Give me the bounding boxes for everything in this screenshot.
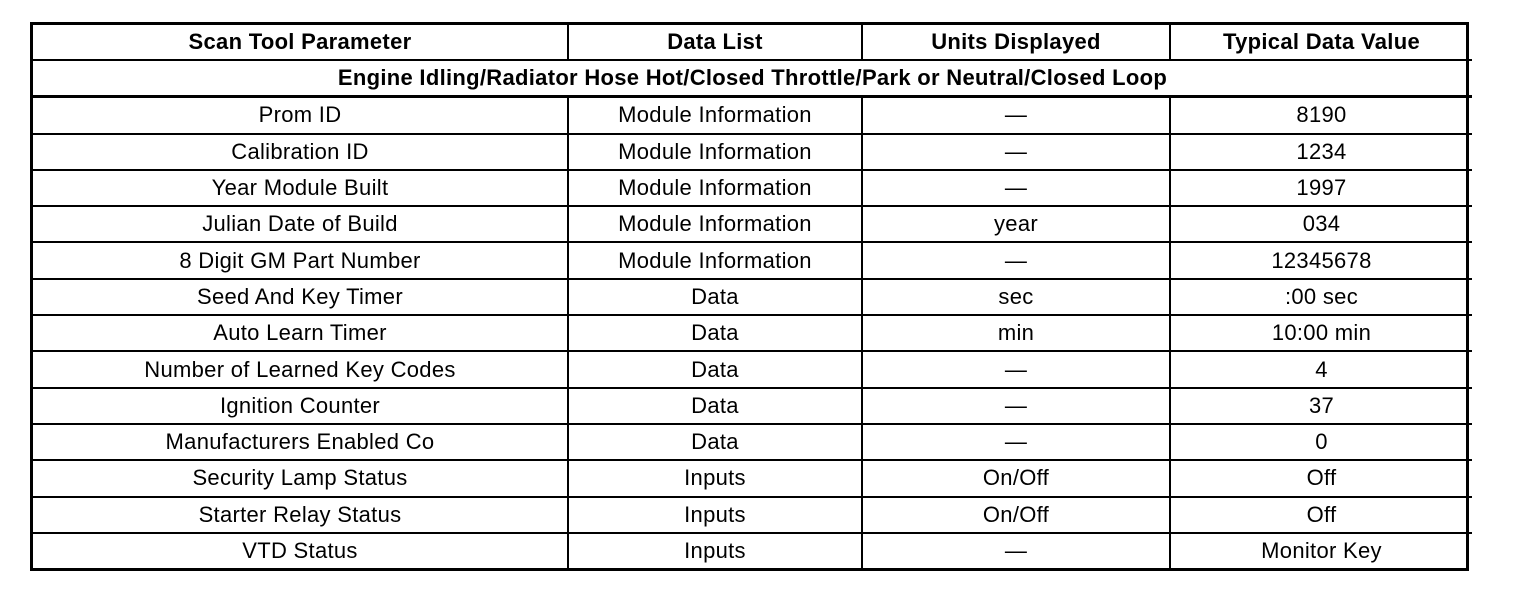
cell-units-displayed: On/Off [862,460,1170,496]
cell-data-list: Module Information [568,242,862,278]
table-row [33,206,1472,242]
cell-data-list: Data [568,351,862,387]
cell-units-displayed: — [862,424,1170,460]
cell-units-displayed: — [862,388,1170,424]
cell-units-displayed: sec [862,279,1170,315]
cell-typical-data-value: :00 sec [1170,279,1472,315]
cell-typical-data-value: Off [1170,460,1472,496]
cell-data-list: Module Information [568,134,862,170]
table-row [33,497,1472,533]
cell-typical-data-value: 0 [1170,424,1472,460]
table-row [33,533,1472,568]
cell-typical-data-value: Off [1170,497,1472,533]
cell-scan-tool-parameter: Auto Learn Timer [33,315,568,351]
cell-typical-data-value: 1997 [1170,170,1472,206]
column-header-units-displayed: Units Displayed [862,25,1170,60]
cell-data-list: Inputs [568,497,862,533]
cell-units-displayed: — [862,170,1170,206]
cell-scan-tool-parameter: 8 Digit GM Part Number [33,242,568,278]
table-row [33,170,1472,206]
cell-units-displayed: — [862,242,1170,278]
cell-data-list: Module Information [568,170,862,206]
cell-data-list: Inputs [568,460,862,496]
cell-data-list: Data [568,424,862,460]
table-row [33,460,1472,496]
column-header-data-list: Data List [568,25,862,60]
cell-units-displayed: — [862,97,1170,134]
cell-typical-data-value: 034 [1170,206,1472,242]
cell-scan-tool-parameter: Seed And Key Timer [33,279,568,315]
cell-typical-data-value: 12345678 [1170,242,1472,278]
cell-data-list: Inputs [568,533,862,568]
cell-scan-tool-parameter: Starter Relay Status [33,497,568,533]
cell-typical-data-value: 1234 [1170,134,1472,170]
cell-scan-tool-parameter: Year Module Built [33,170,568,206]
table-row [33,315,1472,351]
cell-scan-tool-parameter: Number of Learned Key Codes [33,351,568,387]
scan-tool-data-table [33,25,1472,568]
table-row [33,242,1472,278]
cell-data-list: Module Information [568,206,862,242]
table-row [33,279,1472,315]
cell-units-displayed: min [862,315,1170,351]
cell-scan-tool-parameter: Security Lamp Status [33,460,568,496]
cell-data-list: Data [568,315,862,351]
cell-units-displayed: — [862,533,1170,568]
cell-units-displayed: — [862,351,1170,387]
table-row [33,388,1472,424]
cell-data-list: Module Information [568,97,862,134]
cell-units-displayed: year [862,206,1170,242]
cell-scan-tool-parameter: Julian Date of Build [33,206,568,242]
table-row [33,351,1472,387]
condition-row [33,60,1472,97]
cell-typical-data-value: 10:00 min [1170,315,1472,351]
cell-typical-data-value: 37 [1170,388,1472,424]
table-row [33,134,1472,170]
test-condition-caption: Engine Idling/Radiator Hose Hot/Closed Throttle/Park or Neutral/Closed Loop [33,60,1472,97]
cell-typical-data-value: 8190 [1170,97,1472,134]
header-row [33,25,1472,60]
cell-typical-data-value: Monitor Key [1170,533,1472,568]
cell-scan-tool-parameter: Prom ID [33,97,568,134]
scan-tool-data-table-frame [30,22,1469,571]
column-header-scan-tool-parameter: Scan Tool Parameter [33,25,568,60]
cell-data-list: Data [568,388,862,424]
table-row [33,424,1472,460]
cell-scan-tool-parameter: VTD Status [33,533,568,568]
cell-scan-tool-parameter: Ignition Counter [33,388,568,424]
column-header-typical-data-value: Typical Data Value [1170,25,1472,60]
cell-scan-tool-parameter: Calibration ID [33,134,568,170]
cell-units-displayed: — [862,134,1170,170]
table-row [33,97,1472,134]
cell-scan-tool-parameter: Manufacturers Enabled Co [33,424,568,460]
cell-data-list: Data [568,279,862,315]
cell-typical-data-value: 4 [1170,351,1472,387]
cell-units-displayed: On/Off [862,497,1170,533]
